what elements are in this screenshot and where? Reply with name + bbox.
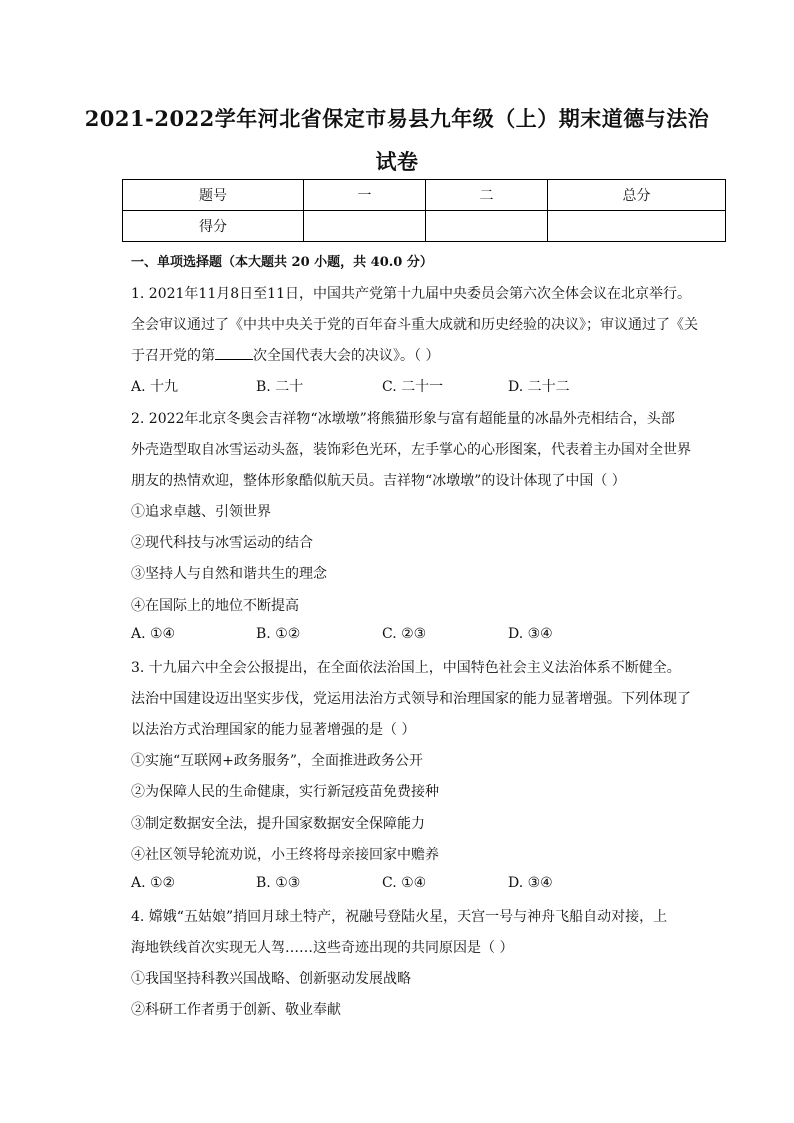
- score-table-header-row: [123, 180, 726, 211]
- exam-title-line1: 2021-2022学年河北省保定市易县九年级（上）期末道德与法治: [84, 106, 710, 131]
- exam-title-line2: 试卷: [375, 149, 419, 174]
- section-heading: 一、单项选择题（本大题共 20 小题，共 40.0 分）: [131, 255, 433, 270]
- q1-option-d[interactable]: D. 二十二: [508, 379, 570, 395]
- q2-options: [131, 626, 691, 646]
- score-header-part2: 二: [426, 180, 548, 211]
- score-row-label: 得分: [123, 211, 304, 242]
- q1-answer-blank[interactable]: [215, 345, 253, 360]
- q1-stem-line2: 全会审议通过了《中共中央关于党的百年奋斗重大成就和历史经验的决议》；审议通过了《关: [131, 317, 698, 333]
- q3-options: [131, 875, 691, 895]
- q2-option-b[interactable]: B. ①②: [256, 626, 301, 642]
- score-header-part1: 一: [304, 180, 426, 211]
- score-header-item: 题号: [123, 180, 304, 211]
- q3-option-b[interactable]: B. ①③: [256, 875, 301, 891]
- q3-statement-2: ②为保障人民的生命健康，实行新冠疫苗免费接种: [131, 784, 439, 800]
- q2-statement-1: ①追求卓越、引领世界: [131, 504, 271, 520]
- score-table-score-row: [123, 211, 726, 242]
- q2-statement-2: ②现代科技与冰雪运动的结合: [131, 535, 313, 551]
- q3-statement-3: ③制定数据安全法，提升国家数据安全保障能力: [131, 816, 425, 832]
- q2-statement-3: ③坚持人与自然和谐共生的理念: [131, 566, 327, 582]
- q1-stem-line3: [131, 345, 439, 365]
- q4-stem-line1: 4. 嫦娥“五姑娘”捎回月球土特产，祝融号登陆火星，天宫一号与神舟飞船自动对接，上: [131, 909, 668, 925]
- q1-stem-line1: 1. 2021年11月8日至11日，中国共产党第十九届中央委员会第六次全体会议在北京举行。: [131, 286, 691, 302]
- q1-stem-line3-start: 于召开党的第: [131, 348, 215, 364]
- q1-stem-line3-end: 次全国代表大会的决议》。（ ）: [253, 348, 440, 364]
- q1-option-c[interactable]: C. 二十一: [382, 379, 444, 395]
- q1-option-a[interactable]: A. 十九: [131, 379, 179, 395]
- q1-option-b[interactable]: B. 二十: [256, 379, 304, 395]
- score-cell-total[interactable]: [548, 211, 726, 242]
- q3-statement-1: ①实施“互联网+政务服务”，全面推进政务公开: [131, 753, 424, 769]
- score-cell-part1[interactable]: [304, 211, 426, 242]
- q2-option-d[interactable]: D. ③④: [508, 626, 553, 642]
- q3-statement-4: ④社区领导轮流劝说，小王终将母亲接回家中赡养: [131, 847, 439, 863]
- q3-option-c[interactable]: C. ①④: [382, 875, 427, 891]
- q3-stem-line2: 法治中国建设迈出坚实步伐，党运用法治方式领导和治理国家的能力显著增强。下列体现了: [131, 691, 691, 707]
- q2-option-a[interactable]: A. ①④: [131, 626, 176, 642]
- q4-statement-2: ②科研工作者勇于创新、敬业奉献: [131, 1002, 341, 1018]
- q2-stem-line1: 2. 2022年北京冬奥会吉祥物“冰墩墩”将熊猫形象与富有超能量的冰晶外壳相结合，头部: [131, 411, 675, 427]
- q2-stem-line2: 外壳造型取自冰雪运动头盔，装饰彩色光环，左手掌心的心形图案，代表着主办国对全世界: [131, 442, 691, 458]
- q2-stem-line3: 朋友的热情欢迎，整体形象酷似航天员。吉祥物“冰墩墩”的设计体现了中国（ ）: [131, 473, 626, 489]
- score-cell-part2[interactable]: [426, 211, 548, 242]
- q2-option-c[interactable]: C. ②③: [382, 626, 427, 642]
- q3-stem-line3: 以法治方式治理国家的能力显著增强的是（ ）: [131, 722, 416, 738]
- q1-options: [131, 376, 691, 396]
- q3-stem-line1: 3. 十九届六中全会公报提出，在全面依法治国上，中国特色社会主义法治体系不断健全。: [131, 660, 681, 676]
- q3-option-a[interactable]: A. ①②: [131, 875, 176, 891]
- q4-statement-1: ①我国坚持科教兴国战略、创新驱动发展战略: [131, 971, 411, 987]
- score-header-total: 总分: [548, 180, 726, 211]
- q3-option-d[interactable]: D. ③④: [508, 875, 553, 891]
- q4-stem-line2: 海地铁线首次实现无人驾……这些奇迹出现的共同原因是（ ）: [131, 940, 514, 956]
- score-table: [122, 179, 726, 242]
- q2-statement-4: ④在国际上的地位不断提高: [131, 598, 299, 614]
